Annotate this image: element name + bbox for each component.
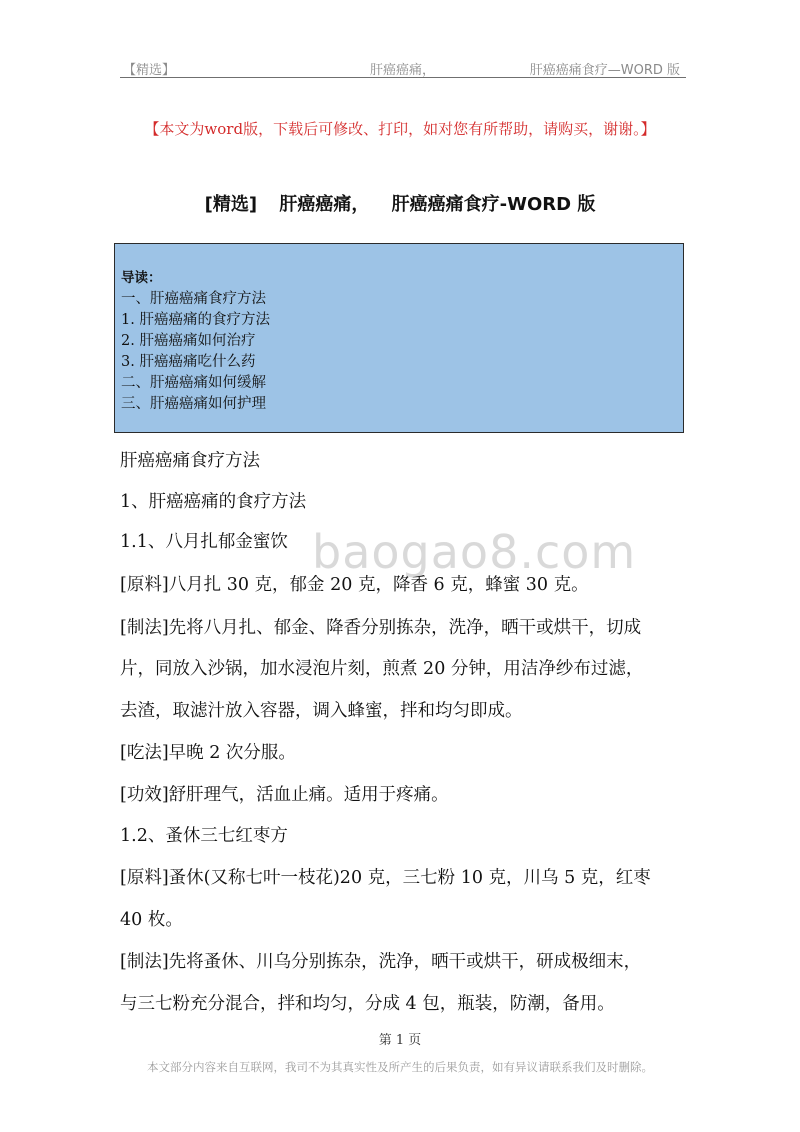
paragraph-line: [制法]先将蚤休、川乌分别拣杂，洗净，晒干或烘干，研成极细末， xyxy=(120,952,642,972)
header-left: 【精选】 xyxy=(123,63,176,78)
paragraph-line: [原料]蚤休(又称七叶一枝花)20 克，三七粉 10 克，川乌 5 克，红枣 xyxy=(120,868,651,888)
page-header xyxy=(120,57,686,77)
guide-item: 1. 肝癌癌痛的食疗方法 xyxy=(121,312,270,328)
watermark: baogao8.com xyxy=(312,525,637,579)
paragraph-line: [功效]舒肝理气，活血止痛。适用于疼痛。 xyxy=(120,785,449,805)
header-right: 肝癌癌痛食疗—WORD 版 xyxy=(529,63,680,78)
subsection-heading: 1、肝癌癌痛的食疗方法 xyxy=(120,492,307,512)
paragraph-line: [制法]先将八月扎、郁金、降香分别拣杂，洗净，晒干或烘干，切成 xyxy=(120,618,642,638)
section-heading: 肝癌癌痛食疗方法 xyxy=(120,451,260,471)
guide-item: 2. 肝癌癌痛如何治疗 xyxy=(121,333,256,349)
guide-item: 二、肝癌癌痛如何缓解 xyxy=(121,375,266,391)
page-footer: 本文部分内容来自互联网，我司不为其真实性及所产生的后果负责，如有异议请联系我们及时删除。 xyxy=(147,1060,653,1074)
guide-heading: 导读： xyxy=(121,270,162,286)
recipe-heading: 1.1、八月扎郁金蜜饮 xyxy=(120,532,288,552)
page-number: 第 1 页 xyxy=(378,1033,422,1048)
download-notice: 【本文为word版，下载后可修改、打印，如对您有所帮助，请购买，谢谢。】 xyxy=(144,120,656,138)
title-part-2: 肝癌癌痛， xyxy=(279,194,370,215)
guide-item: 三、肝癌癌痛如何护理 xyxy=(121,396,266,412)
guide-item: 3. 肝癌癌痛吃什么药 xyxy=(121,354,256,370)
guide-item: 一、肝癌癌痛食疗方法 xyxy=(121,291,266,307)
guide-box xyxy=(114,243,684,433)
header-divider xyxy=(120,77,686,78)
paragraph-line: [吃法]早晚 2 次分服。 xyxy=(120,743,296,763)
paragraph-line: 与三七粉充分混合，拌和均匀，分成 4 包，瓶装，防潮，备用。 xyxy=(120,994,615,1014)
header-center: 肝癌癌痛， xyxy=(370,63,436,78)
document-title xyxy=(0,190,800,216)
paragraph-line: [原料]八月扎 30 克，郁金 20 克，降香 6 克，蜂蜜 30 克。 xyxy=(120,575,589,595)
paragraph-line: 40 枚。 xyxy=(120,910,183,930)
paragraph-line: 去渣，取滤汁放入容器，调入蜂蜜，拌和均匀即成。 xyxy=(120,701,523,721)
title-part-1: [精选] xyxy=(204,194,258,215)
paragraph-line: 片，同放入沙锅，加水浸泡片刻，煎煮 20 分钟，用洁净纱布过滤， xyxy=(120,659,644,679)
title-part-3: 肝癌癌痛食疗-WORD 版 xyxy=(391,194,596,215)
recipe-heading: 1.2、蚤休三七红枣方 xyxy=(120,826,288,846)
